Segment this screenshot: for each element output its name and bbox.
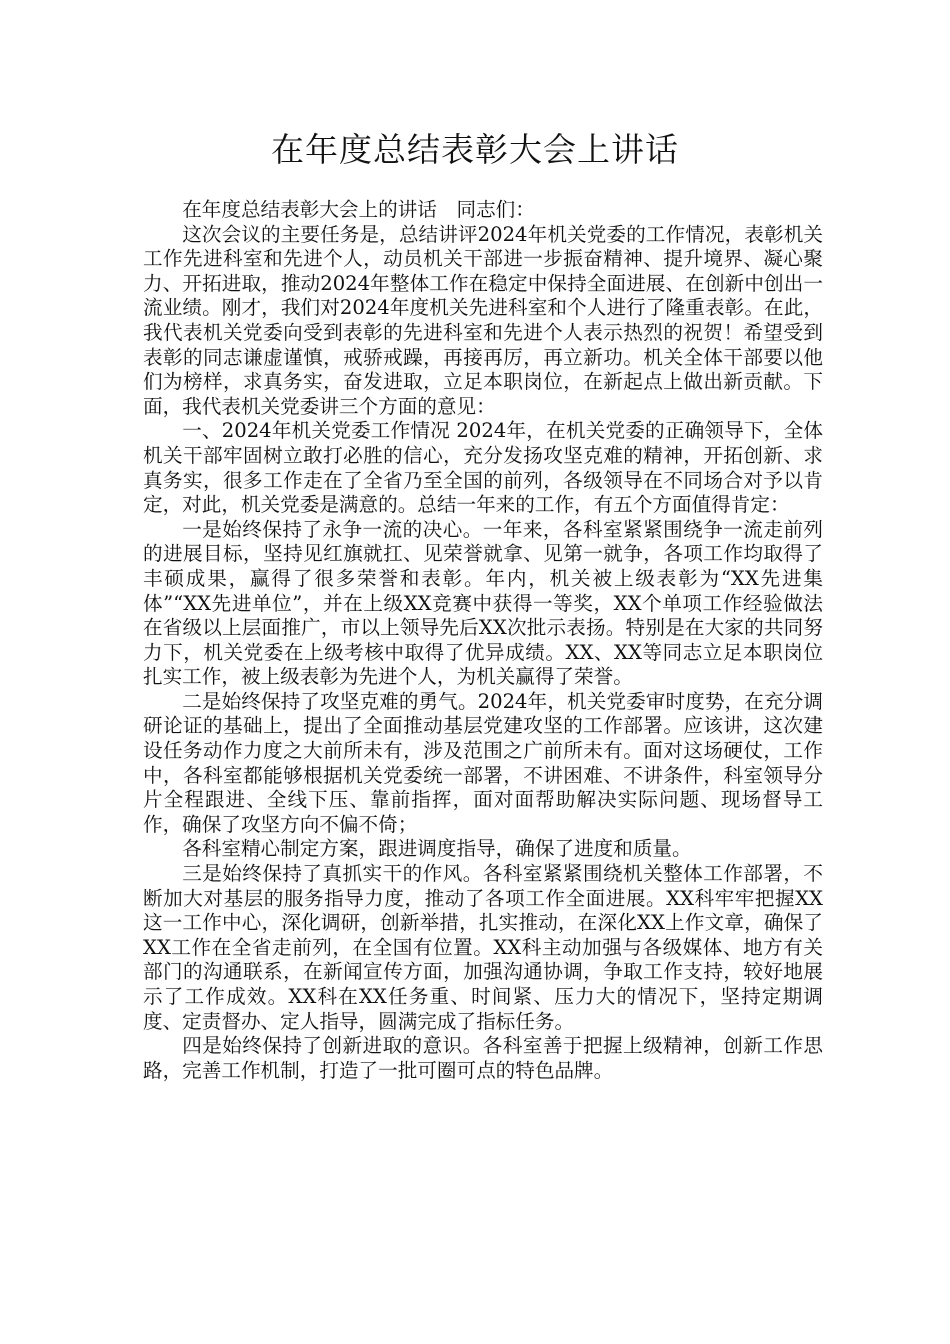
paragraph-point-four: 四是始终保持了创新进取的意识。各科室善于把握上级精神，创新工作思路，完善工作机制，打造了一批可圈可点的特色品牌。 xyxy=(143,1034,823,1082)
paragraph-point-two-continued: 各科室精心制定方案，跟进调度指导，确保了进度和质量。 xyxy=(182,837,692,861)
document-title: 在年度总结表彰大会上讲话 xyxy=(271,130,679,169)
paragraph-point-three: 三是始终保持了真抓实干的作风。各科室紧紧围绕机关整体工作部署，不断加大对基层的服务指导力度，推动了各项工作全面进展。XX科牢牢把握XX这一工作中心，深化调研，创新举措，扎实推动，在深化XX上作文章，确保了XX工作在全省走前列，在全国有位置。XX科主动加强与各级媒体、地方有关部门的沟通联系，在新闻宣传方面，加强沟通协调，争取工作支持，较好地展示了工作成效。XX科在XX任务重、时间紧、压力大的情况下，坚持定期调度、定责督办、定人指导，圆满完成了指标任务。 xyxy=(143,862,823,1033)
paragraph-greeting: 在年度总结表彰大会上的讲话 同志们： xyxy=(182,198,535,221)
paragraph-section-one: 一、2024年机关党委工作情况 2024年，在机关党委的正确领导下，全体机关干部牢固树立敢打必胜的信心，充分发扬攻坚克难的精神，开拓创新、求真务实，很多工作走在了全省乃至全国的前列，各级领导在不同场合对予以肯定，对此，机关党委是满意的。总结一年来的工作，有五个方面值得肯定： xyxy=(143,419,823,517)
paragraph-point-one: 一是始终保持了永争一流的决心。一年来，各科室紧紧围绕争一流走前列的进展目标，坚持见红旗就扛、见荣誉就拿、见第一就争，各项工作均取得了丰硕成果，赢得了很多荣誉和表彰。年内，机关被上级表彰为“XX先进集体”“XX先进单位”，并在上级XX竞赛中获得一等奖，XX个单项工作经验做法在省级以上层面推广，市以上领导先后XX次批示表扬。特别是在大家的共同努力下，机关党委在上级考核中取得了优异成绩。XX、XX等同志立足本职岗位扎实工作，被上级表彰为先进个人，为机关赢得了荣誉。 xyxy=(143,517,823,689)
paragraph-point-two: 二是始终保持了攻坚克难的勇气。2024年，机关党委审时度势，在充分调研论证的基础上，提出了全面推动基层党建攻坚的工作部署。应该讲，这次建设任务动作力度之大前所未有，涉及范围之广前所未有。面对这场硬仗，工作中，各科室都能够根据机关党委统一部署，不讲困难、不讲条件，科室领导分片全程跟进、全线下压、靠前指挥，面对面帮助解决实际问题、现场督导工作，确保了攻坚方向不偏不倚； xyxy=(143,689,823,836)
document-body xyxy=(143,198,823,1083)
paragraph-intro: 这次会议的主要任务是，总结讲评2024年机关党委的工作情况，表彰机关工作先进科室和先进个人，动员机关干部进一步振奋精神、提升境界、凝心聚力、开拓进取，推动2024年整体工作在稳定中保持全面进展、在创新中创出一流业绩。刚才，我们对2024年度机关先进科室和个人进行了隆重表彰。在此，我代表机关党委向受到表彰的先进科室和先进个人表示热烈的祝贺！希望受到表彰的同志谦虚谨慎，戒骄戒躁，再接再厉，再立新功。机关全体干部要以他们为榜样，求真务实，奋发进取，立足本职岗位，在新起点上做出新贡献。下面，我代表机关党委讲三个方面的意见： xyxy=(143,222,823,418)
